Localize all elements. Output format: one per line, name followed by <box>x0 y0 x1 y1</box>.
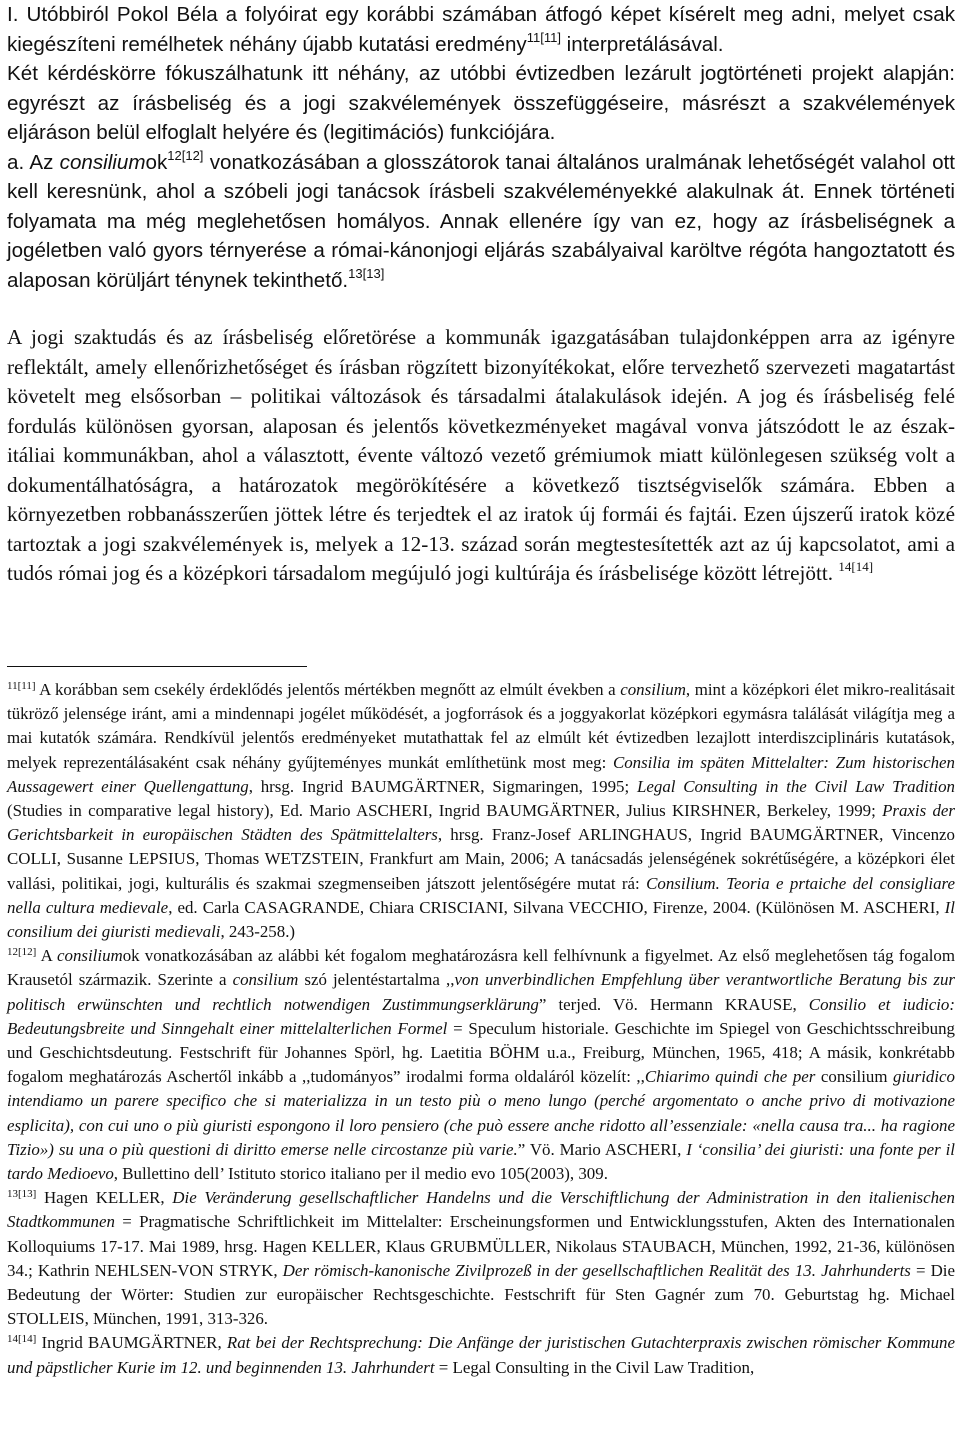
footnote-text: , Bullettino dell’ Istituto storico italiano per il medio evo 105(2003), 309. <box>113 1164 608 1184</box>
footnote-12 <box>7 944 955 1186</box>
footnote-text: = Die Bedeutung der Wörter: Studien zur europäischer Rechtsgeschichte. Festschrift für Sten Gagnér zum 70. Geburtstag hg. Michael STOLLEIS, München, 1991, 313-326. <box>7 1260 955 1329</box>
footnote-italic: Consilia im späten Mittelalter: Zum historischen Aussagewert einer Quellengattung <box>7 752 955 796</box>
footnote-italic: Praxis der Gerichtsbarkeit in europäischen Städten des Spätmittelalters <box>7 801 955 845</box>
footnote-number: 12[12] <box>7 946 37 959</box>
paragraph-4 <box>7 323 955 589</box>
footnote-text: ” Vö. Mario ASCHERI, <box>517 1139 687 1159</box>
paragraph-spacer <box>7 295 955 323</box>
paragraph-1-tail: interpretálásával. <box>560 32 724 56</box>
footnote-text: , ed. Carla CASAGRANDE, Chiara CRISCIANI, Silvana VECCHIO, Firenze, 2004. (Különösen M. ASCHERI, <box>168 897 945 917</box>
footnote-text: ok vonatkozásában az alábbi két fogalom meghatározásra kell felhívnunk a figyelmet. Az első meglehetősen tág fogalom Krausetól származik. Szerinte a <box>7 946 956 990</box>
footnote-italic: Consilio et iudicio: Bedeutungsbreite und Sinngehalt einer mittelalterlichen Formel <box>7 994 955 1038</box>
footnote-text: szó jelentéstartalma ,, <box>298 970 455 990</box>
footnote-text: consilium <box>815 1067 894 1087</box>
footnote-number: 14[14] <box>7 1333 37 1346</box>
footnote-text: A korábban sem csekély érdeklődés jelentős mértékben megnőtt az elmúlt években a <box>35 680 621 699</box>
paragraph-4-text: A jogi szaktudás és az írásbeliség előretörése a kommunák igazgatásában tulajdonképpen arra az igényre reflektált, amely ellenőrizhetőséget és írásban rögzített bizonyítékokat, előre tervezhető szervezeti magatartást követelt meg elsősorban – politikai változások és társadalmi átalakulások idején. A jog és írásbeliség felé fordulás különösen gyorsan, alaposan és jelentős következményeket magával vonva játszódott le az észak-itáliai kommunákban, ahol a választott, évente változó vezető grémiumok miatt különlegesen szükség volt a dokumentálhatóságra, a határozatok megörökítésére a következő tisztségviselők számára. Ebben a környezetben robbanásszerűen jöttek létre és terjedtek el az iratok új formái és fajtái. Ezen újszerű iratok közé tartoztak a jogi szakvélemények is, melyek a 12-13. század során megtestesítették azt az új kapcsolatot, ami a tudós római jog és a középkori társadalom megújuló jogi kultúrája és írásbelisége között létrejött. <box>7 325 955 585</box>
footnote-text: = Legal Consulting in the Civil Law Tradition, <box>434 1357 755 1377</box>
footnote-italic: Consilium. Teoria e prtaiche del consigliare nella cultura medievale <box>7 873 955 917</box>
footnote-text: , mint a középkori élet mikro-realitásait tükröző jelensége iránt, ami a mindennapi jogélet működését, a jogforrások és a joggyakorlat középkori egymásra találását világítja meg a mai kutatók számára. Rendkívül jelentős eredményeket mutathattak fel az elmúlt két évtizedben lezajlott interdiszciplináris kutatások, melyek reprezentálásaként csak néhány gyűjteményes munkát említhetünk most meg: <box>7 680 956 772</box>
footnote-italic: Il consilium dei giuristi medievali <box>7 897 955 942</box>
footnote-ref-13[interactable]: 13[13] <box>348 265 385 281</box>
footnote-italic: Die Veränderung gesellschaftlicher Handelns und die Verschiftlichung der Administration in den italienischen Stadtkommunen <box>7 1188 955 1232</box>
footnote-14 <box>7 1331 955 1379</box>
footnote-italic: Rat bei der Rechtsprechung: Die Anfänge der juristischen Gutachterpraxis zwischen römischer Kommune und päpstlicher Kurie im 12. und beginnenden 13. Jahrhundert <box>7 1333 955 1377</box>
footnote-number: 13[13] <box>7 1188 37 1201</box>
footnote-italic: I ‘consilia’ dei giuristi: una fonte per il tardo Medioevo <box>7 1139 956 1184</box>
footnote-text: , 243-258.) <box>220 922 296 942</box>
paragraph-1-text: I. Utóbbiról Pokol Béla a folyóirat egy korábbi számában átfogó képet kísérelt meg adni, melyet csak kiegészíteni remélhetek néhány újabb kutatási eredmény <box>7 3 955 56</box>
footnote-italic: consilium <box>232 970 299 990</box>
footnote-separator <box>7 666 307 667</box>
footnote-italic: von unverbindlichen Empfehlung über verantwortliche Beratung bis zur politisch erwünschten und rechtlich notwendigen Zustimmungserklärung <box>7 970 956 1014</box>
footnote-text: Ingrid BAUMGÄRTNER, <box>36 1333 227 1353</box>
footnote-11 <box>7 678 955 944</box>
footnote-text: = Speculum historiale. Geschichte im Spiegel von Geschichtsschreibung und Geschichtsdeutung. Festschrift für Johannes Spörl, hg. Laetitia BÖHM u.a., Freiburg, München, 1965, 418; A másik, konkrétabb fogalom meghatározás Aschertől inkább a ,,tudományos” irodalmi forma oldaláról közelít: ,, <box>7 1018 955 1087</box>
footnote-text: Hagen KELLER, <box>36 1188 173 1208</box>
footnote-ref-14[interactable]: 14[14] <box>838 559 874 574</box>
footnote-number: 11[11] <box>7 680 36 692</box>
consilium-term: consilium <box>59 150 146 174</box>
footnote-italic: Chiarimo quindi che per <box>644 1067 816 1087</box>
paragraph-1 <box>7 0 955 59</box>
paragraph-3-text: vonatkozásában a glosszátorok tanai általános uralmának lehetőségét valahol ott kell keresnünk, ahol a szóbeli jogi tanácsok írásbeli szakvéleményekké alakulnak át. Ennek történeti folyamata ma még meglehetősen homályos. Annak ellenére így van ez, hogy az írásbeliségnek a jogéletben való gyors térnyerése a római-kánonjogi eljárás szabályaival karöltve régóta hangoztatott és alaposan körüljárt ténynek tekinthető. <box>7 150 955 292</box>
document-page <box>7 0 956 1377</box>
footnote-ref-11[interactable]: 11[11] <box>526 29 561 45</box>
footnote-italic: consilium <box>57 946 123 966</box>
footnote-text: A <box>36 946 58 966</box>
footnote-text: , hrsg. Ingrid BAUMGÄRTNER, Sigmaringen, 1995; <box>248 776 637 796</box>
footnote-italic: Der römisch-kanonische Zivilprozeß in der gesellschaftlichen Realität des 13. Jahrhunderts <box>282 1260 911 1280</box>
paragraph-3 <box>7 148 955 296</box>
footnotes-section <box>7 678 955 1380</box>
footnote-italic: Legal Consulting in the Civil Law Tradition <box>636 776 956 796</box>
paragraph-3-start: a. Az <box>7 150 60 174</box>
footnote-text: , hrsg. Franz-Josef ARLINGHAUS, Ingrid BAUMGÄRTNER, Vincenzo COLLI, Susanne LEPSIUS, Thomas WETZSTEIN, Frankfurt am Main, 2006; A tanácsadás jelenségének sokrétűségére, a középkori élet vallási, politikai, jogi, kulturális és szakmai szegmenseiben játszott jelentőségére mutat rá: <box>7 825 955 893</box>
footnote-text: ” terjed. Vö. Hermann KRAUSE, <box>538 994 809 1014</box>
footnote-text: (Studies in comparative legal history), Ed. Mario ASCHERI, Ingrid BAUMGÄRTNER, Julius KIRSHNER, Berkeley, 1999; <box>7 801 883 821</box>
footnote-italic: consilium <box>620 680 686 699</box>
paragraph-3-suffix: ok <box>145 150 168 174</box>
footnote-italic: giuridico intendiamo un parere specifico che si materializza in un testo più o meno lungo (perché argomentato o anche privo di motivazione esplicita), con cui uno o più giuristi espongono il loro pensiero (che può essere anche ridotto all’essenziale: «nella causa tra... ha ragione Tizio») su una o più questioni di diritto emerse nelle circostanze più varie. <box>7 1067 955 1159</box>
footnote-ref-12[interactable]: 12[12] <box>167 147 204 163</box>
footnote-text: = Pragmatische Schriftlichkeit im Mittelalter: Erscheinungsformen und Entwicklungsstufen, Akten des Internationalen Kolloquiums 17-17. Mai 1989, hrsg. Hagen KELLER, Klaus GRUBMÜLLER, Nikolaus STAUBACH, München, 1992, 21-36, különösen 34.; Kathrin NEHLSEN-VON STRYK, <box>7 1212 955 1280</box>
footnote-13 <box>7 1186 955 1331</box>
paragraph-2: Két kérdéskörre fókuszálhatunk itt néhány, az utóbbi évtizedben lezárult jogtörténeti projekt alapján: egyrészt az írásbeliség és a jogi szakvélemények összefüggéseire, másrészt a szakvélemények eljáráson belül elfoglalt helyére és (legitimációs) funkciójára. <box>7 62 955 144</box>
